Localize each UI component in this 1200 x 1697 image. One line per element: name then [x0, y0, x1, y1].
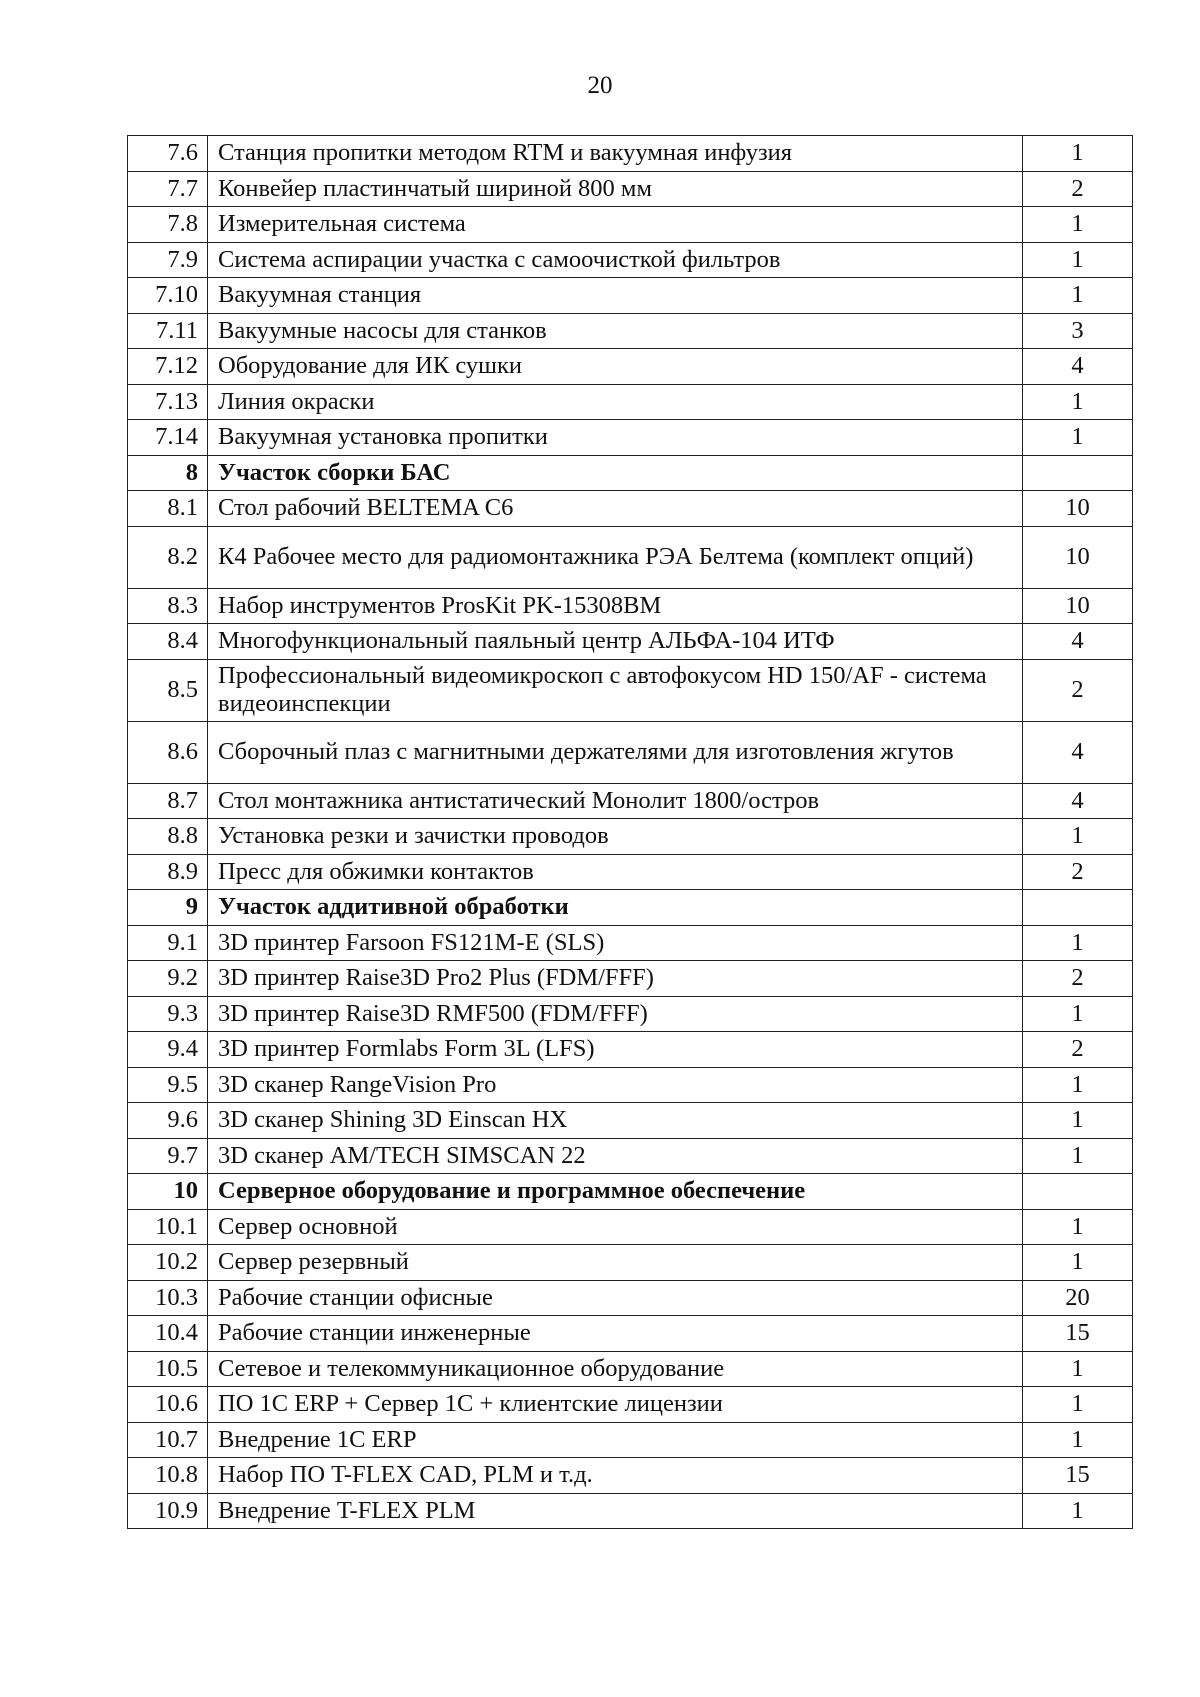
table-row: [128, 242, 1133, 278]
table-row: [128, 1032, 1133, 1068]
item-name: 3D сканер AM/TECH SIMSCAN 22: [208, 1138, 1023, 1174]
item-number: 9.6: [128, 1103, 208, 1139]
item-number: 10.6: [128, 1387, 208, 1423]
item-name: Внедрение T-FLEX PLM: [208, 1493, 1023, 1529]
table-row: [128, 1138, 1133, 1174]
item-number: 8.9: [128, 854, 208, 890]
item-number: 8.4: [128, 624, 208, 660]
item-number: 10.3: [128, 1280, 208, 1316]
table-row: [128, 624, 1133, 660]
item-quantity: 1: [1023, 384, 1133, 420]
item-quantity: 1: [1023, 1422, 1133, 1458]
item-number: 9.4: [128, 1032, 208, 1068]
table-row: [128, 1387, 1133, 1423]
item-number: 7.11: [128, 313, 208, 349]
item-quantity: 1: [1023, 1209, 1133, 1245]
item-quantity: 1: [1023, 207, 1133, 243]
item-number: 10.8: [128, 1458, 208, 1494]
item-quantity: 2: [1023, 659, 1133, 721]
table-row: [128, 925, 1133, 961]
item-name: Линия окраски: [208, 384, 1023, 420]
table-row: [128, 783, 1133, 819]
table-row: [128, 384, 1133, 420]
item-quantity: 2: [1023, 171, 1133, 207]
table-row: [128, 819, 1133, 855]
table-row: [128, 171, 1133, 207]
section-header-row: [128, 890, 1133, 926]
item-quantity: 4: [1023, 624, 1133, 660]
item-quantity: 2: [1023, 854, 1133, 890]
item-number: 10.2: [128, 1245, 208, 1281]
item-quantity: 1: [1023, 1103, 1133, 1139]
item-number: 10.4: [128, 1316, 208, 1352]
item-quantity: 20: [1023, 1280, 1133, 1316]
item-number: 8.7: [128, 783, 208, 819]
item-quantity: 1: [1023, 136, 1133, 172]
table-row: [128, 721, 1133, 783]
item-name: ПО 1С ERP + Сервер 1С + клиентские лицензии: [208, 1387, 1023, 1423]
table-row: [128, 207, 1133, 243]
table-row: [128, 659, 1133, 721]
table-row: [128, 1209, 1133, 1245]
table-row: [128, 1458, 1133, 1494]
item-number: 9.7: [128, 1138, 208, 1174]
item-name: Сборочный плаз с магнитными держателями для изготовления жгутов: [208, 721, 1023, 783]
item-name: Сервер основной: [208, 1209, 1023, 1245]
item-name: Серверное оборудование и программное обеспечение: [208, 1174, 1023, 1210]
item-quantity: 1: [1023, 1138, 1133, 1174]
item-number: 7.9: [128, 242, 208, 278]
item-name: Профессиональный видеомикроскоп с автофокусом HD 150/AF - система видеоинспекции: [208, 659, 1023, 721]
item-name: Станция пропитки методом RTM и вакуумная инфузия: [208, 136, 1023, 172]
item-name: Конвейер пластинчатый шириной 800 мм: [208, 171, 1023, 207]
item-number: 7.8: [128, 207, 208, 243]
item-name: Участок сборки БАС: [208, 455, 1023, 491]
table-row: [128, 278, 1133, 314]
item-quantity: 4: [1023, 721, 1133, 783]
page-number: 20: [587, 72, 613, 99]
item-name: Стол рабочий BELTEMA C6: [208, 491, 1023, 527]
item-name: 3D сканер Shining 3D Einscan HX: [208, 1103, 1023, 1139]
item-name: К4 Рабочее место для радиомонтажника РЭА Белтема (комплект опций): [208, 526, 1023, 588]
item-quantity: [1023, 1174, 1133, 1210]
item-name: Участок аддитивной обработки: [208, 890, 1023, 926]
item-quantity: 1: [1023, 1245, 1133, 1281]
item-number: 9: [128, 890, 208, 926]
item-number: 7.6: [128, 136, 208, 172]
item-name: Многофункциональный паяльный центр АЛЬФА-104 ИТФ: [208, 624, 1023, 660]
item-quantity: 10: [1023, 588, 1133, 624]
item-quantity: 1: [1023, 996, 1133, 1032]
table-row: [128, 854, 1133, 890]
item-name: Набор ПО T-FLEX CAD, PLM и т.д.: [208, 1458, 1023, 1494]
item-quantity: 1: [1023, 925, 1133, 961]
table-row: [128, 491, 1133, 527]
table-row: [128, 1351, 1133, 1387]
item-quantity: 1: [1023, 819, 1133, 855]
item-number: 9.5: [128, 1067, 208, 1103]
item-name: Стол монтажника антистатический Монолит 1800/остров: [208, 783, 1023, 819]
item-name: 3D принтер Raise3D RMF500 (FDM/FFF): [208, 996, 1023, 1032]
item-number: 10.7: [128, 1422, 208, 1458]
table-row: [128, 1103, 1133, 1139]
table-row: [128, 1067, 1133, 1103]
table-row: [128, 1316, 1133, 1352]
item-name: Рабочие станции инженерные: [208, 1316, 1023, 1352]
item-name: Установка резки и зачистки проводов: [208, 819, 1023, 855]
item-name: Измерительная система: [208, 207, 1023, 243]
item-quantity: 15: [1023, 1458, 1133, 1494]
table-row: [128, 996, 1133, 1032]
item-quantity: 1: [1023, 420, 1133, 456]
section-header-row: [128, 455, 1133, 491]
item-number: 8.8: [128, 819, 208, 855]
item-name: Вакуумная установка пропитки: [208, 420, 1023, 456]
item-number: 8.5: [128, 659, 208, 721]
item-number: 8: [128, 455, 208, 491]
item-number: 7.14: [128, 420, 208, 456]
item-number: 7.12: [128, 349, 208, 385]
item-name: Сервер резервный: [208, 1245, 1023, 1281]
table-row: [128, 1493, 1133, 1529]
table-row: [128, 313, 1133, 349]
item-name: Пресс для обжимки контактов: [208, 854, 1023, 890]
section-header-row: [128, 1174, 1133, 1210]
item-name: Вакуумные насосы для станков: [208, 313, 1023, 349]
item-name: Вакуумная станция: [208, 278, 1023, 314]
table-row: [128, 1422, 1133, 1458]
item-quantity: 4: [1023, 783, 1133, 819]
item-name: 3D принтер Formlabs Form 3L (LFS): [208, 1032, 1023, 1068]
item-quantity: 1: [1023, 242, 1133, 278]
item-number: 10.9: [128, 1493, 208, 1529]
item-number: 10.5: [128, 1351, 208, 1387]
table-row: [128, 420, 1133, 456]
equipment-table: [127, 135, 1133, 1529]
equipment-table-body: [128, 136, 1133, 1529]
item-quantity: 1: [1023, 1493, 1133, 1529]
item-name: Внедрение 1С ERP: [208, 1422, 1023, 1458]
table-row: [128, 136, 1133, 172]
item-quantity: 1: [1023, 1351, 1133, 1387]
item-number: 7.13: [128, 384, 208, 420]
item-number: 8.6: [128, 721, 208, 783]
item-quantity: [1023, 455, 1133, 491]
item-quantity: 2: [1023, 961, 1133, 997]
item-number: 8.2: [128, 526, 208, 588]
item-quantity: 1: [1023, 1067, 1133, 1103]
item-number: 9.2: [128, 961, 208, 997]
table-row: [128, 1245, 1133, 1281]
item-quantity: 4: [1023, 349, 1133, 385]
item-number: 7.7: [128, 171, 208, 207]
table-row: [128, 526, 1133, 588]
item-quantity: 10: [1023, 526, 1133, 588]
item-name: Рабочие станции офисные: [208, 1280, 1023, 1316]
item-name: Оборудование для ИК сушки: [208, 349, 1023, 385]
item-number: 9.3: [128, 996, 208, 1032]
item-number: 8.3: [128, 588, 208, 624]
item-number: 7.10: [128, 278, 208, 314]
item-quantity: [1023, 890, 1133, 926]
item-quantity: 1: [1023, 1387, 1133, 1423]
table-row: [128, 349, 1133, 385]
item-name: Набор инструментов ProsKit PK-15308BM: [208, 588, 1023, 624]
table-row: [128, 1280, 1133, 1316]
item-quantity: 1: [1023, 278, 1133, 314]
item-quantity: 2: [1023, 1032, 1133, 1068]
item-quantity: 3: [1023, 313, 1133, 349]
item-name: 3D принтер Raise3D Pro2 Plus (FDM/FFF): [208, 961, 1023, 997]
item-name: 3D сканер RangeVision Pro: [208, 1067, 1023, 1103]
item-name: 3D принтер Farsoon FS121M-E (SLS): [208, 925, 1023, 961]
table-row: [128, 961, 1133, 997]
item-quantity: 15: [1023, 1316, 1133, 1352]
item-quantity: 10: [1023, 491, 1133, 527]
item-name: Сетевое и телекоммуникационное оборудование: [208, 1351, 1023, 1387]
item-number: 9.1: [128, 925, 208, 961]
table-row: [128, 588, 1133, 624]
item-name: Система аспирации участка с самоочисткой фильтров: [208, 242, 1023, 278]
item-number: 10.1: [128, 1209, 208, 1245]
item-number: 8.1: [128, 491, 208, 527]
item-number: 10: [128, 1174, 208, 1210]
